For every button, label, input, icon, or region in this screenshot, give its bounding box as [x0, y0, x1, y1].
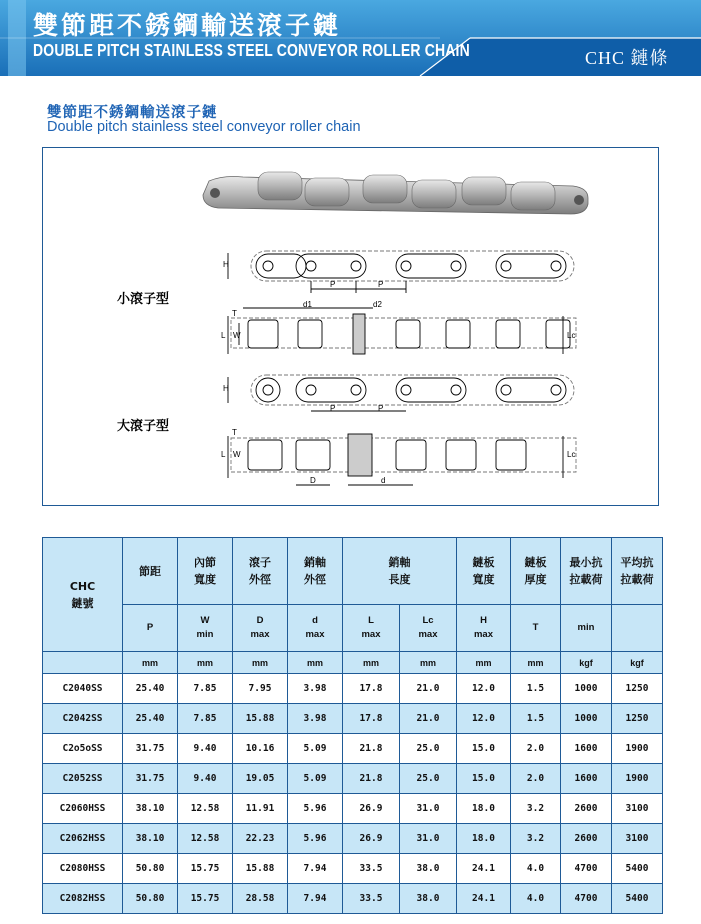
chain-figure — [42, 147, 659, 506]
row-cell: 7.94 — [288, 884, 343, 914]
row-cell: 2600 — [561, 824, 612, 854]
dim-h-small: H — [223, 260, 229, 269]
symbol-d-pin: d max — [288, 605, 343, 652]
table-row — [43, 854, 663, 884]
dim-p2-large: P — [378, 404, 384, 413]
symbol-d-roller: D max — [233, 605, 288, 652]
row-cell: 1250 — [612, 704, 663, 734]
row-cell: 21.0 — [400, 674, 457, 704]
row-cell: 12.0 — [457, 704, 511, 734]
table-header-row — [43, 538, 663, 605]
banner-title-en: DOUBLE PITCH STAINLESS STEEL CONVEYOR ROLLER CHAIN — [33, 40, 470, 60]
table-row — [43, 884, 663, 914]
table-row — [43, 674, 663, 704]
row-cell: 5.96 — [288, 824, 343, 854]
row-cell: 3100 — [612, 824, 663, 854]
row-cell: 21.0 — [400, 704, 457, 734]
dim-t-large: T — [232, 428, 237, 437]
dim-p2-small: P — [378, 280, 384, 289]
symbol-min: min — [561, 605, 612, 652]
dim-t-small: T — [232, 309, 237, 318]
row-cell: 38.0 — [400, 884, 457, 914]
row-cell: 7.94 — [288, 854, 343, 884]
row-cell: 4.0 — [511, 854, 561, 884]
row-cell: 31.75 — [123, 764, 178, 794]
unit-cell: mm — [511, 652, 561, 674]
row-cell: 4700 — [561, 854, 612, 884]
row-cell: 25.0 — [400, 734, 457, 764]
small-roller-side-view — [228, 251, 574, 293]
unit-cell: mm — [288, 652, 343, 674]
row-cell: 1600 — [561, 734, 612, 764]
large-roller-top-view — [228, 434, 576, 485]
row-cell: 7.95 — [233, 674, 288, 704]
row-cell: 9.40 — [178, 764, 233, 794]
row-cell: 12.58 — [178, 794, 233, 824]
row-cell: 11.91 — [233, 794, 288, 824]
row-cell: 3100 — [612, 794, 663, 824]
small-roller-top-view — [228, 308, 576, 354]
row-cell: 12.58 — [178, 824, 233, 854]
section-title-en: Double pitch stainless steel conveyor roller chain — [47, 119, 361, 135]
row-cell: 33.5 — [343, 884, 400, 914]
dim-l-small: L — [221, 331, 226, 340]
table-body — [43, 674, 663, 914]
header-inner-width: 內節 寬度 — [178, 538, 233, 605]
dim-d2: d2 — [373, 300, 382, 309]
row-model: C2040SS — [43, 674, 123, 704]
row-cell: 21.8 — [343, 764, 400, 794]
header-model-label: 鏈號 — [71, 596, 94, 610]
row-cell: 4700 — [561, 884, 612, 914]
chain-photo — [203, 172, 588, 214]
symbol-avg — [612, 605, 663, 652]
unit-cell: kgf — [612, 652, 663, 674]
row-cell: 5.96 — [288, 794, 343, 824]
header-pin-length: 銷軸 長度 — [343, 538, 457, 605]
header-roller-dia: 滾子 外徑 — [233, 538, 288, 605]
unit-cell: mm — [343, 652, 400, 674]
dim-lc-large: Lc — [567, 450, 576, 459]
row-cell: 31.0 — [400, 824, 457, 854]
table-row — [43, 764, 663, 794]
symbol-l: L max — [343, 605, 400, 652]
header-model — [43, 538, 123, 652]
row-cell: 22.23 — [233, 824, 288, 854]
spec-table — [42, 537, 663, 914]
row-cell: 18.0 — [457, 824, 511, 854]
unit-cell: mm — [233, 652, 288, 674]
header-pin-dia: 銷軸 外徑 — [288, 538, 343, 605]
row-model: C2042SS — [43, 704, 123, 734]
row-cell: 1.5 — [511, 704, 561, 734]
row-cell: 3.2 — [511, 794, 561, 824]
row-cell: 31.75 — [123, 734, 178, 764]
header-pitch: 節距 — [123, 538, 178, 605]
row-cell: 50.80 — [123, 854, 178, 884]
row-cell: 9.40 — [178, 734, 233, 764]
row-cell: 3.2 — [511, 824, 561, 854]
row-cell: 24.1 — [457, 854, 511, 884]
dim-d1: d1 — [303, 300, 312, 309]
table-row — [43, 824, 663, 854]
dim-pin-d: d — [381, 476, 386, 485]
dim-w-small: W — [233, 331, 241, 340]
section-title-zh: 雙節距不銹鋼輸送滾子鏈 — [47, 105, 218, 121]
dim-lc-small: Lc — [567, 331, 576, 340]
row-cell: 17.8 — [343, 674, 400, 704]
row-cell: 15.0 — [457, 734, 511, 764]
unit-cell: mm — [400, 652, 457, 674]
row-cell: 15.88 — [233, 854, 288, 884]
row-cell: 15.75 — [178, 854, 233, 884]
dim-h-large: H — [223, 384, 229, 393]
row-model: C2060HSS — [43, 794, 123, 824]
unit-model — [43, 652, 123, 674]
header-plate-height: 鏈板 寬度 — [457, 538, 511, 605]
row-cell: 26.9 — [343, 794, 400, 824]
row-cell: 2.0 — [511, 764, 561, 794]
row-cell: 10.16 — [233, 734, 288, 764]
category-label: CHC 鏈條 — [585, 48, 669, 68]
row-cell: 38.0 — [400, 854, 457, 884]
table-row — [43, 794, 663, 824]
row-cell: 38.10 — [123, 824, 178, 854]
row-cell: 15.0 — [457, 764, 511, 794]
row-cell: 1000 — [561, 704, 612, 734]
row-cell: 1900 — [612, 734, 663, 764]
unit-cell: mm — [123, 652, 178, 674]
unit-cell: mm — [178, 652, 233, 674]
dim-p1-small: P — [330, 280, 336, 289]
row-model: C2o5oSS — [43, 734, 123, 764]
row-cell: 38.10 — [123, 794, 178, 824]
row-model: C2062HSS — [43, 824, 123, 854]
row-cell: 7.85 — [178, 704, 233, 734]
table-row — [43, 734, 663, 764]
row-cell: 5.09 — [288, 734, 343, 764]
row-cell: 15.75 — [178, 884, 233, 914]
banner-title-zh: 雙節距不銹鋼輸送滾子鏈 — [33, 11, 342, 40]
dim-l-large: L — [221, 450, 226, 459]
row-model: C2080HSS — [43, 854, 123, 884]
row-cell: 3.98 — [288, 674, 343, 704]
row-cell: 5400 — [612, 854, 663, 884]
row-model: C2082HSS — [43, 884, 123, 914]
row-cell: 19.05 — [233, 764, 288, 794]
header-avg-tensile: 平均抗 拉載荷 — [612, 538, 663, 605]
row-cell: 3.98 — [288, 704, 343, 734]
header-model-code: CHC — [69, 579, 96, 593]
unit-cell: kgf — [561, 652, 612, 674]
row-cell: 17.8 — [343, 704, 400, 734]
row-cell: 7.85 — [178, 674, 233, 704]
row-cell: 1250 — [612, 674, 663, 704]
row-cell: 26.9 — [343, 824, 400, 854]
table-row — [43, 704, 663, 734]
row-cell: 2600 — [561, 794, 612, 824]
row-cell: 31.0 — [400, 794, 457, 824]
large-roller-side-view — [228, 375, 574, 411]
row-cell: 18.0 — [457, 794, 511, 824]
dim-roller-d: D — [310, 476, 316, 485]
row-cell: 25.40 — [123, 704, 178, 734]
row-cell: 25.40 — [123, 674, 178, 704]
row-cell: 5.09 — [288, 764, 343, 794]
row-cell: 15.88 — [233, 704, 288, 734]
symbol-lc: Lc max — [400, 605, 457, 652]
symbol-w: W min — [178, 605, 233, 652]
row-cell: 24.1 — [457, 884, 511, 914]
row-cell: 21.8 — [343, 734, 400, 764]
row-model: C2052SS — [43, 764, 123, 794]
dim-p1-large: P — [330, 404, 336, 413]
dim-w-large: W — [233, 450, 241, 459]
row-cell: 2.0 — [511, 734, 561, 764]
row-cell: 5400 — [612, 884, 663, 914]
symbol-h: H max — [457, 605, 511, 652]
row-cell: 50.80 — [123, 884, 178, 914]
row-cell: 1900 — [612, 764, 663, 794]
row-cell: 1600 — [561, 764, 612, 794]
row-cell: 4.0 — [511, 884, 561, 914]
symbol-p: P — [123, 605, 178, 652]
row-cell: 28.58 — [233, 884, 288, 914]
header-plate-thickness: 鏈板 厚度 — [511, 538, 561, 605]
small-roller-label: 小滾子型 — [117, 292, 170, 307]
row-cell: 25.0 — [400, 764, 457, 794]
row-cell: 1.5 — [511, 674, 561, 704]
row-cell: 12.0 — [457, 674, 511, 704]
row-cell: 33.5 — [343, 854, 400, 884]
header-min-tensile: 最小抗 拉載荷 — [561, 538, 612, 605]
row-cell: 1000 — [561, 674, 612, 704]
large-roller-label: 大滾子型 — [117, 419, 170, 434]
table-symbol-row — [43, 605, 663, 652]
unit-cell: mm — [457, 652, 511, 674]
symbol-t: T — [511, 605, 561, 652]
title-banner — [0, 0, 701, 76]
table-unit-row — [43, 652, 663, 674]
